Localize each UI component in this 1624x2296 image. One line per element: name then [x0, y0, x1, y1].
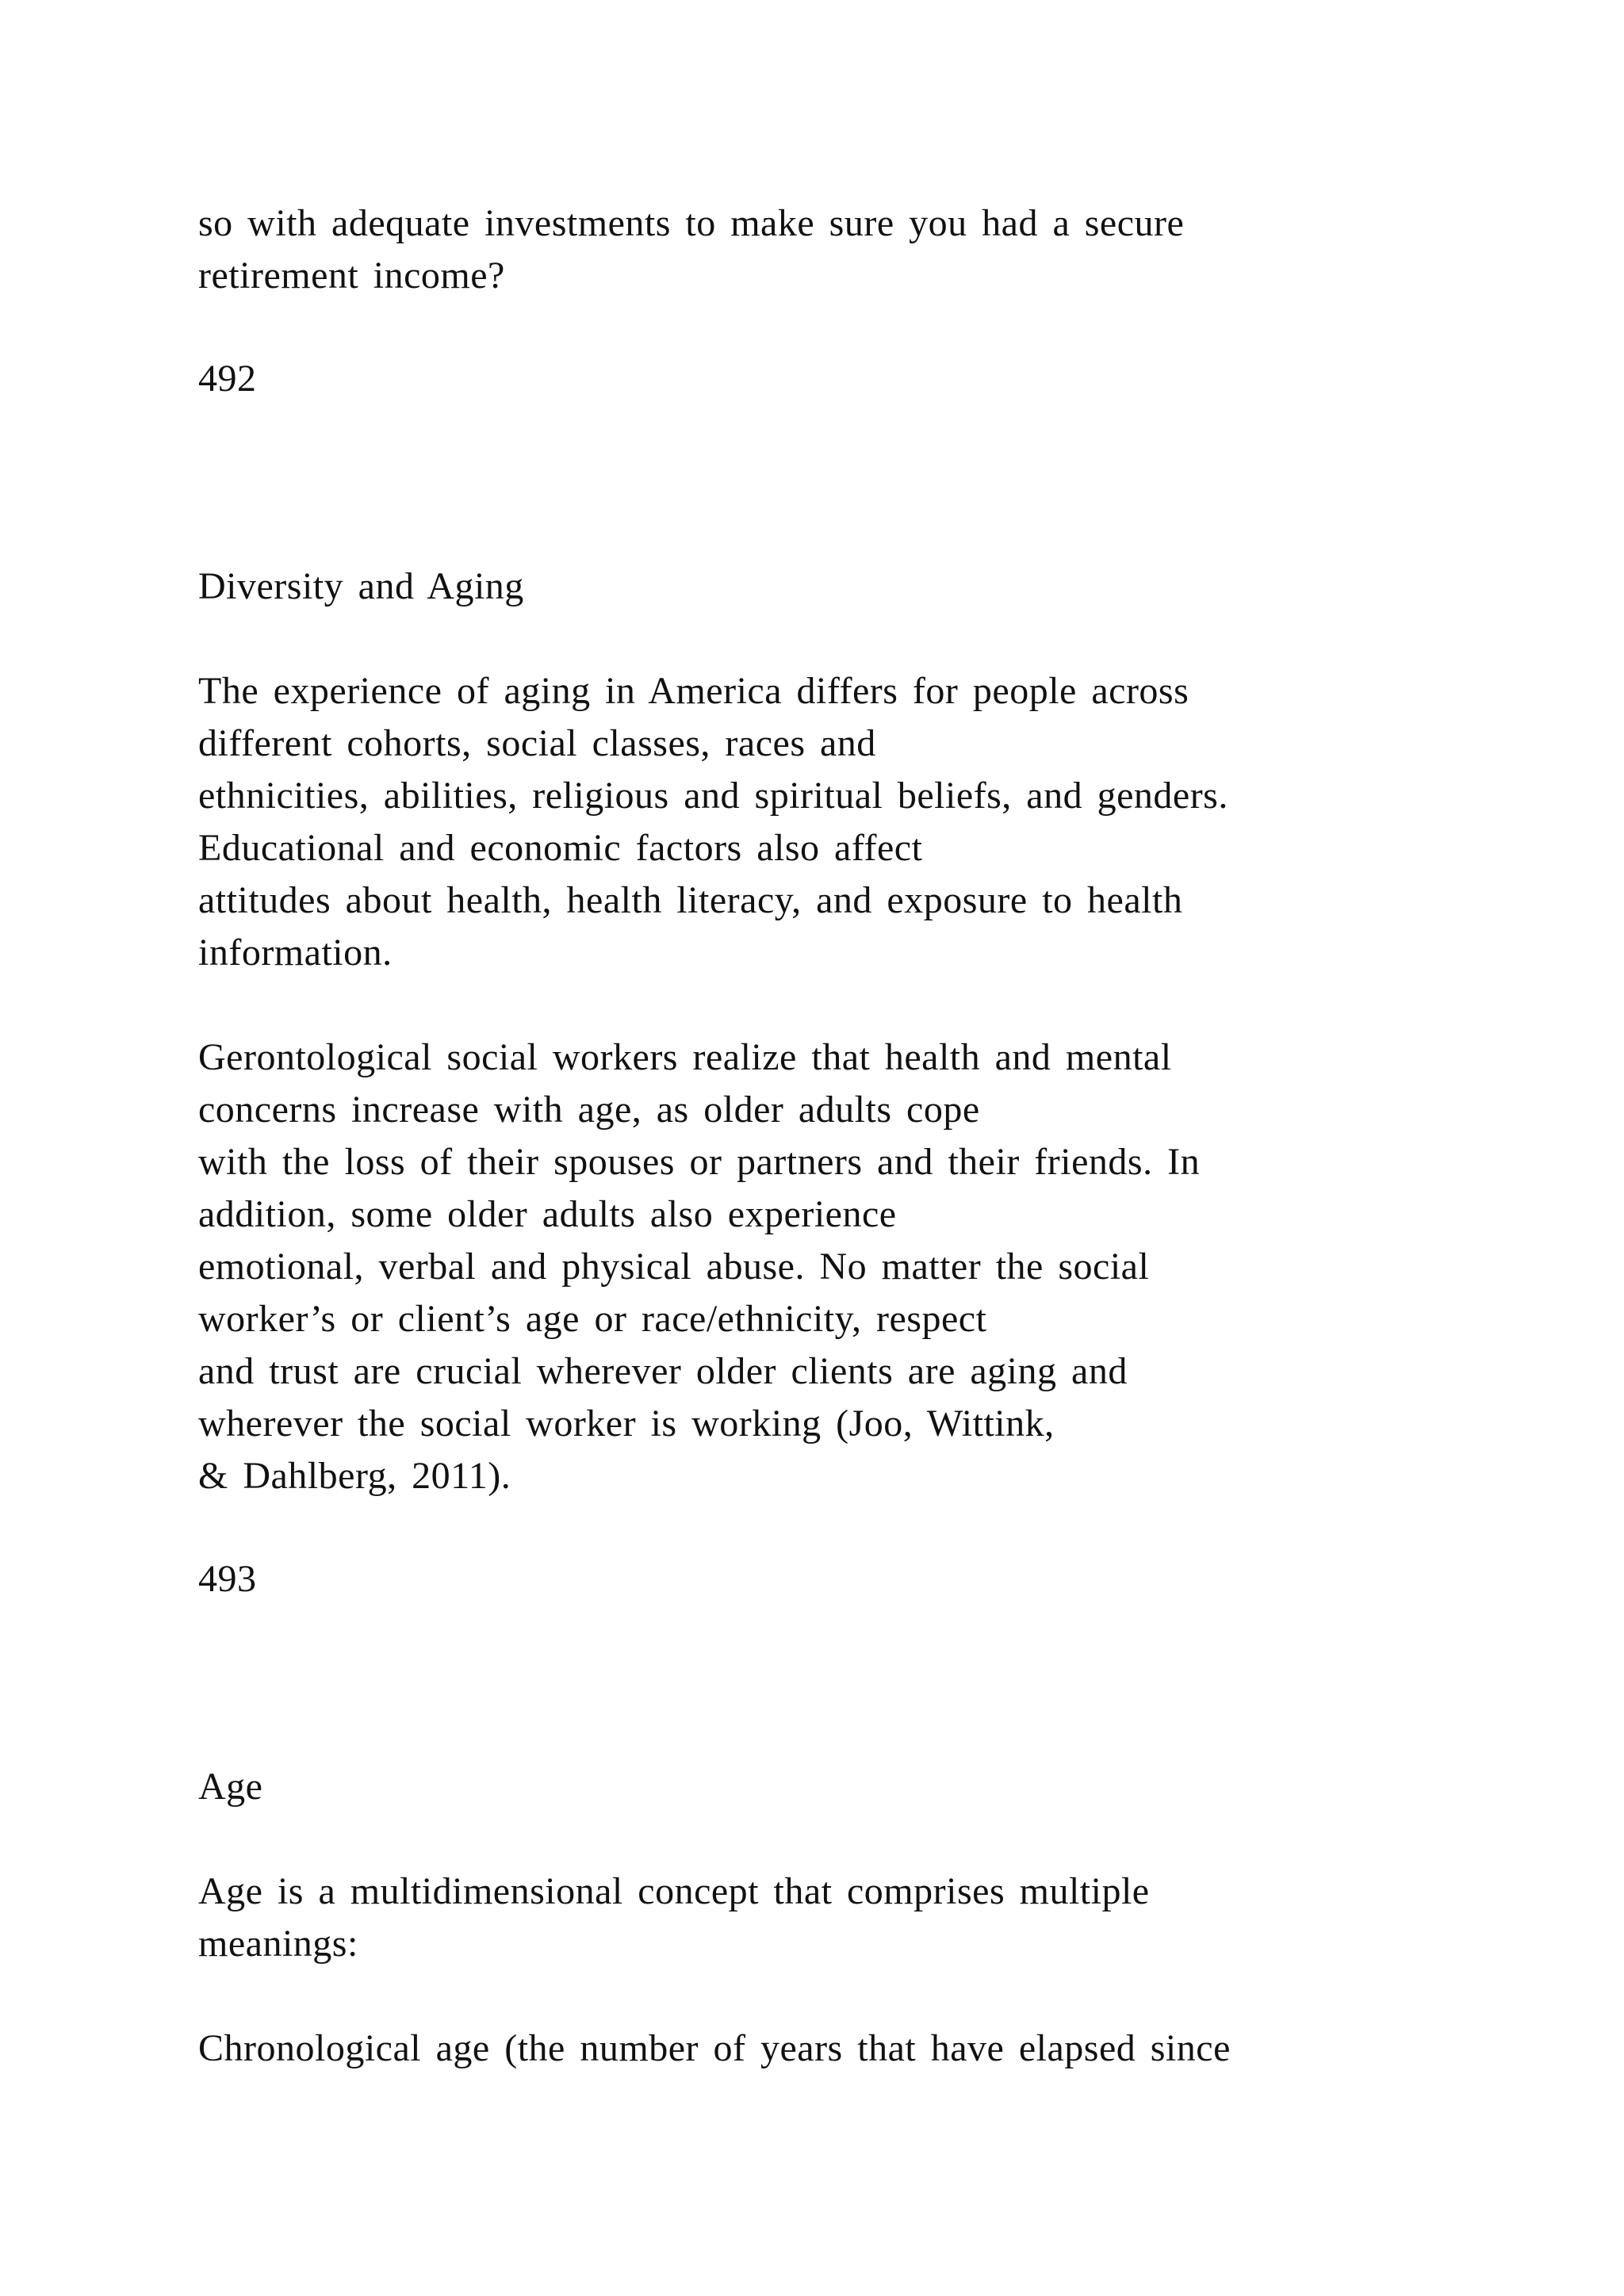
age-p1-line-1: Age is a multidimensional concept that comprises multiple [198, 1870, 1150, 1912]
diversity-p1-line-2: different cohorts, social classes, races and [198, 722, 876, 764]
age-p1-line-2: meanings: [198, 1923, 358, 1965]
diversity-p1-line-6: information. [198, 932, 393, 974]
section-heading-age: Age [198, 1766, 263, 1808]
age-p2-line-1: Chronological age (the number of years that have elapsed since [198, 2027, 1231, 2069]
diversity-p2-line-5: emotional, verbal and physical abuse. No matter the social [198, 1246, 1150, 1288]
intro-line-2: retirement income? [198, 254, 505, 297]
diversity-p2-line-7: and trust are crucial wherever older clients are aging and [198, 1350, 1128, 1392]
diversity-p1-line-3: ethnicities, abilities, religious and spiritual beliefs, and genders. [198, 775, 1228, 817]
diversity-p2-line-6: worker’s or client’s age or race/ethnicity, respect [198, 1298, 987, 1340]
intro-line-1: so with adequate investments to make sure you had a secure [198, 202, 1185, 244]
diversity-p2-line-1: Gerontological social workers realize that health and mental [198, 1036, 1172, 1078]
page-number: 492 [198, 358, 257, 400]
diversity-p2-line-8: wherever the social worker is working (Joo, Wittink, [198, 1402, 1055, 1445]
diversity-p2-line-3: with the loss of their spouses or partners and their friends. In [198, 1141, 1201, 1183]
diversity-p2-line-2: concerns increase with age, as older adults cope [198, 1089, 980, 1131]
diversity-p1-line-4: Educational and economic factors also affect [198, 827, 923, 869]
page-number: 493 [198, 1558, 257, 1600]
section-heading-diversity: Diversity and Aging [198, 565, 524, 607]
diversity-p2-line-4: addition, some older adults also experience [198, 1193, 897, 1235]
diversity-p2-line-9: & Dahlberg, 2011). [198, 1455, 511, 1497]
diversity-p1-line-1: The experience of aging in America differs for people across [198, 670, 1189, 712]
diversity-p1-line-5: attitudes about health, health literacy, and exposure to health [198, 879, 1183, 921]
